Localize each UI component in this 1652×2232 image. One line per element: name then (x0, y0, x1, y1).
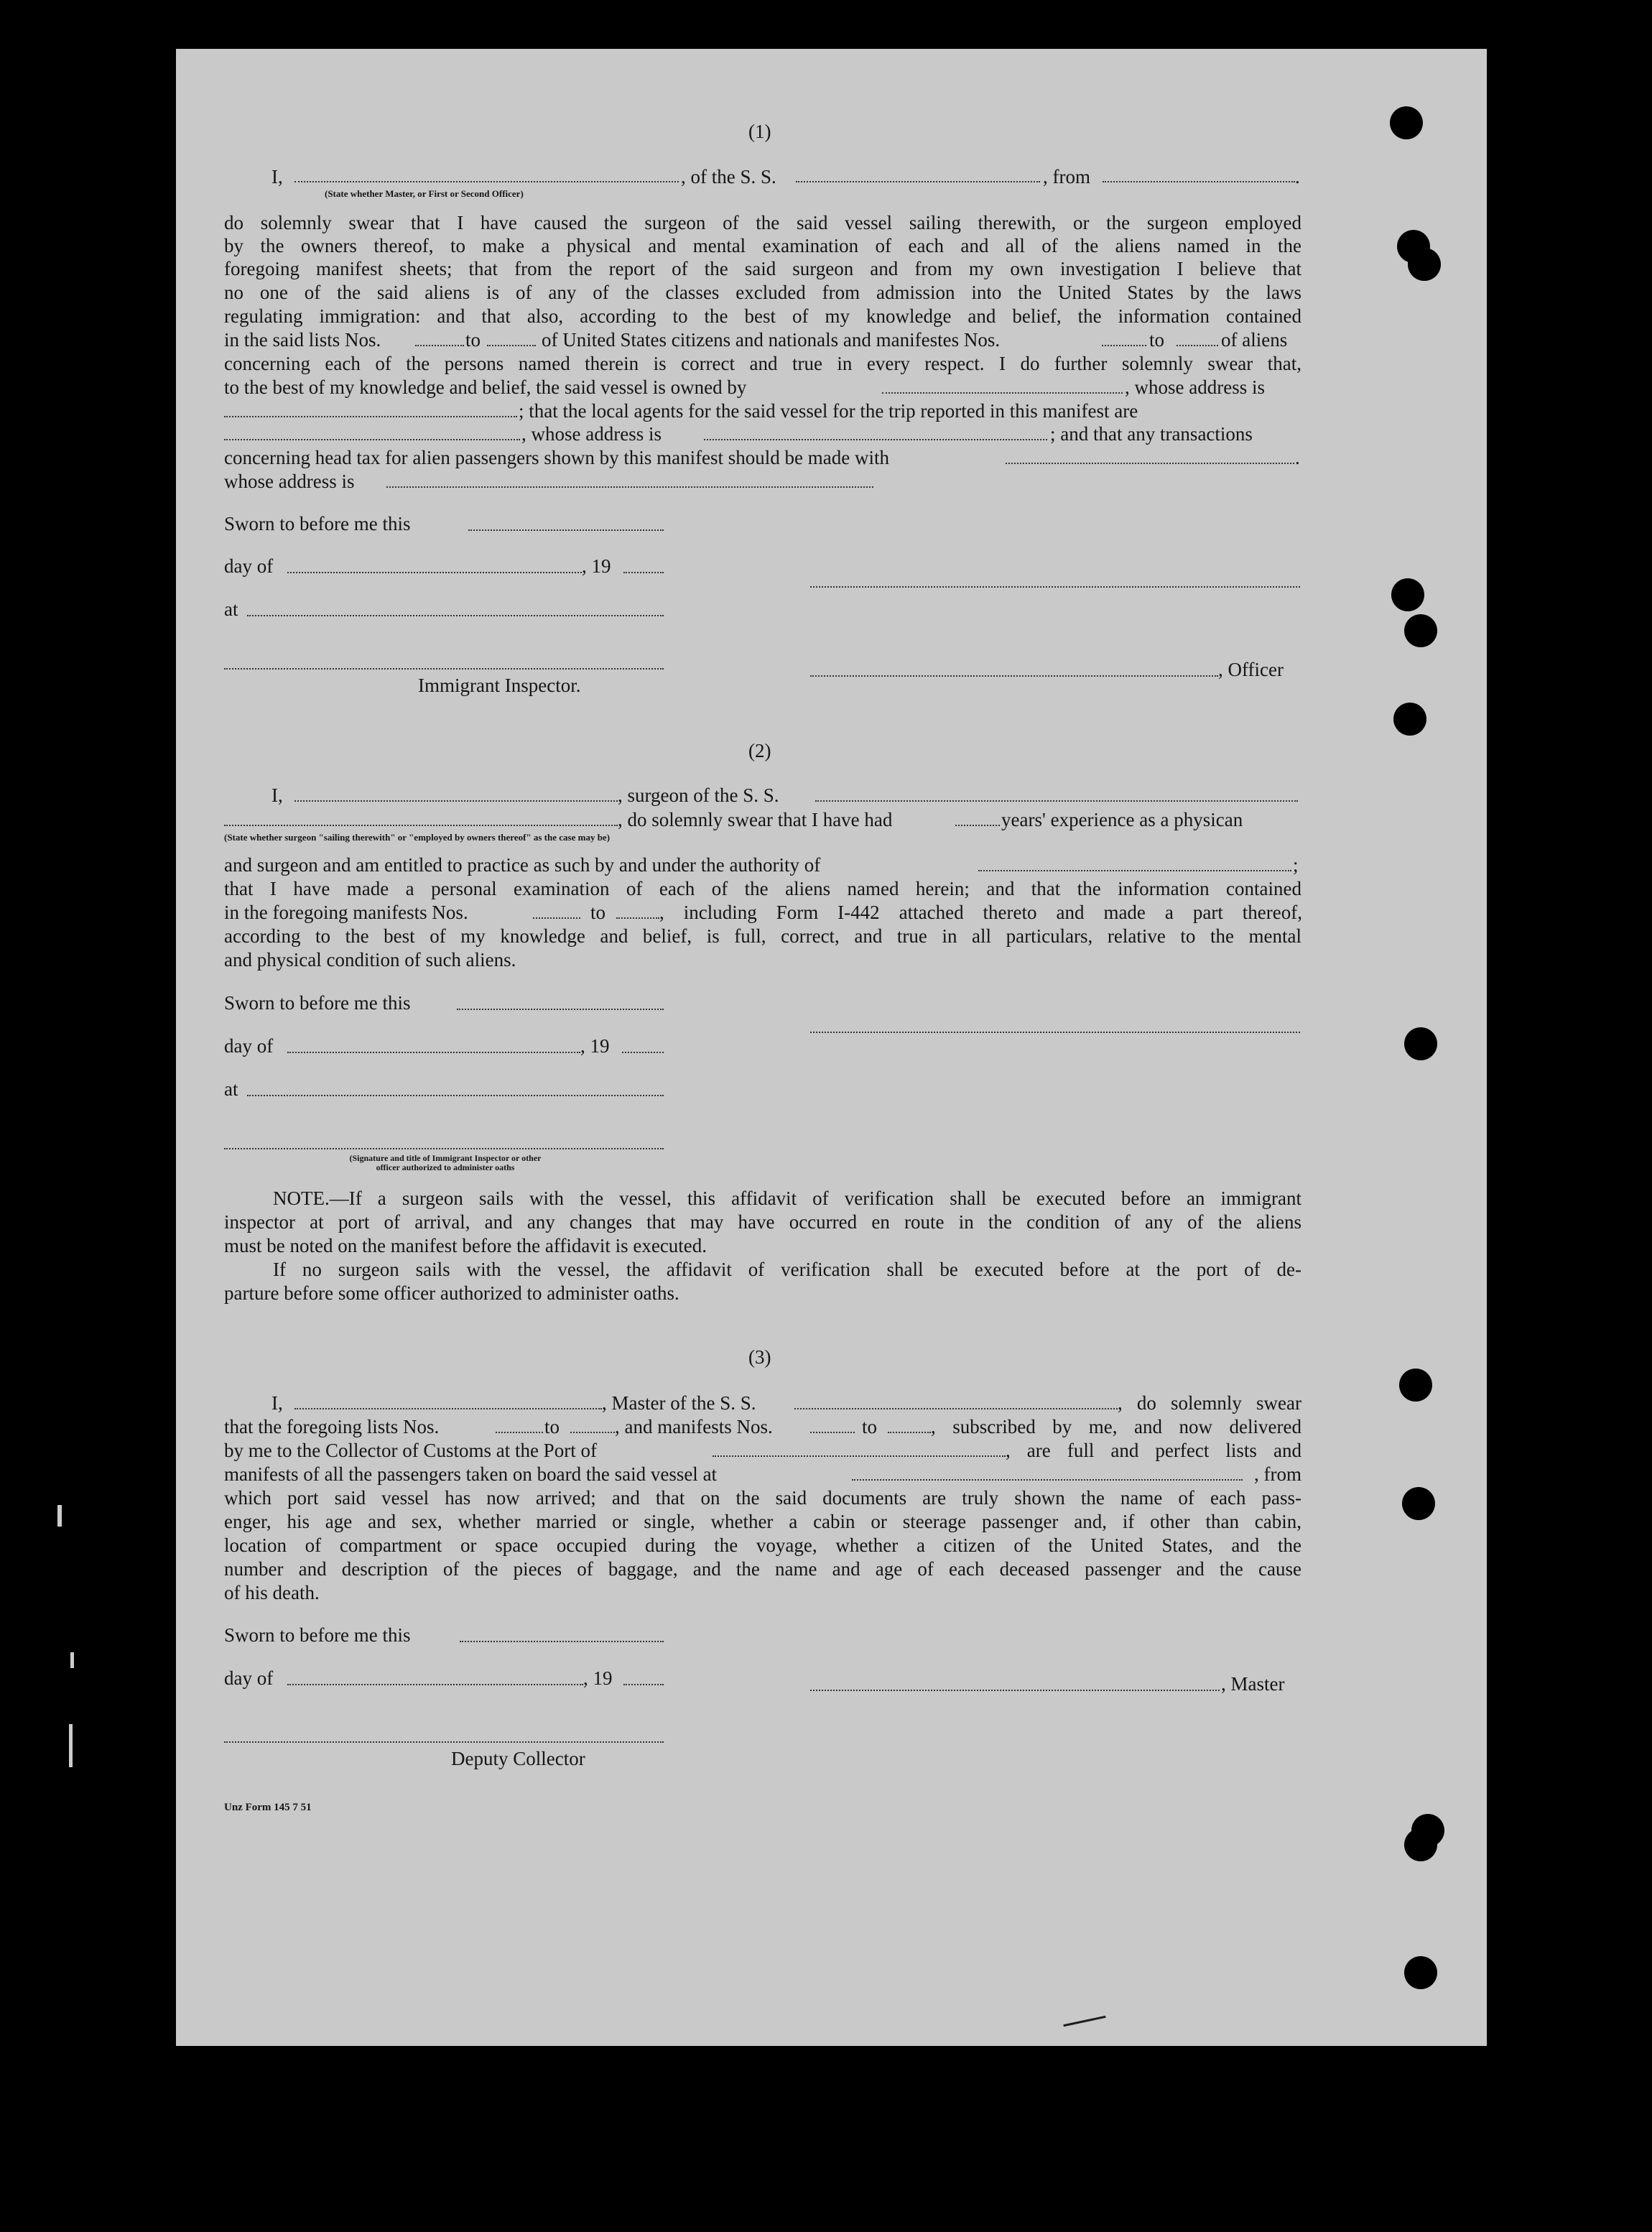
s1-owned-by: to the best of my knowledge and belief, the said vessel is owned by (224, 376, 747, 398)
s2-note-line: NOTE.—If a surgeon sails with the vessel, this affidavit of verification shall be executed before an immigrant (273, 1187, 1301, 1209)
s3-master-sign-field[interactable] (810, 1690, 1220, 1691)
s1-manifests-nos: of United States citizens and nationals and manifestes Nos. (542, 329, 1001, 351)
s2-manifests-to-field[interactable] (616, 917, 659, 919)
s3-taken-on-board: manifests of all the passengers taken on board the said vessel at (224, 1463, 718, 1485)
s3-master-label: , Master (1221, 1673, 1285, 1695)
s3-full-perfect: , are full and perfect lists and (1006, 1440, 1301, 1461)
s2-solemnly-swear: , do solemnly swear that I have had (618, 809, 893, 830)
s3-master-of: , Master of the S. S. (602, 1392, 756, 1414)
s1-line1-period: . (1295, 166, 1300, 187)
s2-year-field[interactable] (622, 1052, 664, 1053)
punch-hole (1404, 1956, 1437, 1989)
s2-note-line: inspector at port of arrival, and any changes that may have occurred en route in the condition of any of the aliens (224, 1211, 1301, 1233)
s3-paragraph-end: of his death. (224, 1582, 320, 1603)
s2-note-line: If no surgeon sails with the vessel, the affidavit of verification shall be executed before at the port of de- (273, 1259, 1301, 1280)
s1-paragraph-line: no one of the said aliens is of any of the classes excluded from admission into the United States by the laws (224, 282, 1301, 303)
punch-hole (1402, 1487, 1435, 1520)
section-3-number: (3) (748, 1346, 771, 1368)
s1-signature-field[interactable] (810, 586, 1300, 588)
s3-port-field[interactable] (713, 1455, 1006, 1457)
s1-paragraph-line: foregoing manifest sheets; that from the report of the said surgeon and from my own investigation I believe that (224, 258, 1301, 279)
s2-sign-note-2: officer authorized to administer oaths (376, 1162, 515, 1172)
s3-day-of-label: day of (224, 1667, 274, 1689)
s1-sworn-day-field[interactable] (468, 529, 664, 531)
punch-hole (1411, 1814, 1444, 1847)
s3-year-field[interactable] (623, 1684, 664, 1685)
s3-lists-from-field[interactable] (496, 1432, 543, 1433)
s1-officer-rank-field[interactable] (294, 181, 679, 182)
s2-paragraph-line: according to the best of my knowledge and belief, is full, correct, and true in all particulars, relative to the mental (224, 925, 1301, 947)
s1-of-aliens: of aliens (1221, 329, 1288, 351)
s3-subscribed: , subscribed by me, and now delivered (931, 1416, 1301, 1437)
s2-note-line: must be noted on the manifest before the affidavit is executed. (224, 1235, 707, 1256)
punch-hole (1393, 703, 1426, 736)
s2-sworn-day-field[interactable] (457, 1009, 664, 1010)
s2-authority: and surgeon and am entitled to practice as such by and under the authority of (224, 854, 821, 876)
s2-surgeon-name-field[interactable] (294, 800, 618, 802)
s3-sworn-day-field[interactable] (460, 1641, 664, 1642)
s1-rank-note: (State whether Master, or First or Second Officer) (325, 188, 524, 199)
s3-departure-port-field[interactable] (852, 1479, 1243, 1481)
s1-officer-label: , Officer (1218, 659, 1284, 680)
s1-agent-address-label: , whose address is (521, 423, 662, 445)
s1-owner-address-field[interactable] (224, 416, 517, 417)
s1-year-label: , 19 (582, 555, 611, 577)
s3-collector-sign-field[interactable] (224, 1741, 664, 1743)
s1-paragraph-line: regulating immigration: and that also, according to the best of my knowledge and belief, the information contained (224, 305, 1301, 327)
s1-day-of-label: day of (224, 555, 274, 577)
s2-signature-field[interactable] (810, 1032, 1300, 1033)
s1-officer-sign-field[interactable] (810, 675, 1218, 677)
s1-paragraph-line: concerning each of the persons named therein is correct and true in every respect. I do further solemnly swear that, (224, 353, 1301, 374)
edge-mark (69, 1724, 73, 1767)
punch-hole (1408, 248, 1441, 281)
s3-month-field[interactable] (287, 1684, 583, 1685)
s2-paragraph-end: and physical condition of such aliens. (224, 949, 516, 971)
s3-paragraph-line: location of compartment or space occupied during the voyage, whether a citizen of the United States, and the (224, 1534, 1301, 1556)
section-2-number: (2) (748, 740, 771, 761)
punch-hole (1404, 1027, 1437, 1060)
s2-paragraph-line: that I have made a personal examination of each of the aliens named herein; and that the information contained (224, 878, 1301, 899)
s1-line1-ss: , of the S. S. (681, 166, 776, 187)
s1-sworn-label: Sworn to before me this (224, 513, 411, 534)
s1-whose-address: , whose address is (1125, 376, 1265, 398)
s3-paragraph-line: which port said vessel has now arrived; and that on the said documents are truly shown the name of each pass- (224, 1487, 1301, 1509)
s3-manifests-nos: , and manifests Nos. (615, 1416, 773, 1437)
s1-head-tax: concerning head tax for alien passengers shown by this manifest should be made with (224, 447, 890, 468)
s1-head-tax-field[interactable] (1006, 463, 1294, 464)
s3-lists-nos: that the foregoing lists Nos. (224, 1416, 440, 1437)
s2-line1-i: I, (272, 784, 283, 806)
s2-years-experience: years' experience as a physican (1001, 809, 1243, 830)
punch-hole (1391, 578, 1424, 611)
s2-manifests-from-field[interactable] (533, 917, 580, 919)
punch-hole (1399, 1369, 1432, 1402)
s1-line1-i: I, (272, 166, 283, 187)
s1-paragraph-line: do solemnly swear that I have caused the surgeon of the said vessel sailing therewith, or the surgeon employed (224, 212, 1301, 233)
s2-note-line: parture before some officer authorized to administer oaths. (224, 1282, 679, 1304)
s2-vessel-field[interactable] (815, 800, 1298, 802)
s1-lists-nos: in the said lists Nos. (224, 329, 381, 351)
s1-month-field[interactable] (287, 572, 582, 573)
s3-manifests-to-field[interactable] (888, 1432, 931, 1433)
s3-sworn-label: Sworn to before me this (224, 1624, 411, 1646)
edge-mark (57, 1505, 62, 1527)
s2-month-field[interactable] (287, 1052, 580, 1053)
s3-paragraph-line: number and description of the pieces of baggage, and the name and age of each deceased passenger and the cause (224, 1558, 1301, 1580)
s2-surgeon-of: , surgeon of the S. S. (618, 784, 779, 806)
s1-vessel-name-field[interactable] (796, 181, 1040, 182)
s3-paragraph-line: enger, his age and sex, whether married or single, whether a cabin or steerage passenger and, if other than cabin, (224, 1511, 1301, 1532)
punch-hole (1390, 106, 1423, 139)
s3-from-label: , from (1254, 1463, 1301, 1485)
s3-to-label: to (544, 1416, 560, 1437)
s3-year-label: , 19 (583, 1667, 613, 1689)
s3-deputy-collector-label: Deputy Collector (451, 1748, 585, 1769)
s1-whose-address-2: whose address is (224, 471, 355, 492)
s1-agent-address-field[interactable] (704, 439, 1047, 440)
form-id: Unz Form 145 7 51 (224, 1802, 312, 1813)
punch-hole (1404, 614, 1437, 647)
s1-lists-from-field[interactable] (415, 345, 464, 346)
s2-sworn-label: Sworn to before me this (224, 992, 411, 1014)
s2-manifests-nos: in the foregoing manifests Nos. (224, 902, 468, 923)
s1-at-label: at (224, 598, 238, 620)
s1-from-port-field[interactable] (1103, 181, 1295, 182)
s1-local-agents: ; that the local agents for the said vessel for the trip reported in this manifest are (519, 400, 1138, 422)
s2-years-field[interactable] (955, 825, 1000, 826)
s1-paragraph-line: by the owners thereof, to make a physical and mental examination of each and all of the aliens named in the (224, 235, 1301, 256)
s2-to-label: to (590, 902, 606, 923)
s1-transactions: ; and that any transactions (1050, 423, 1253, 445)
s1-owner-field[interactable] (882, 392, 1123, 394)
s1-inspector-label: Immigrant Inspector. (418, 675, 581, 696)
s2-inspector-sign-field[interactable] (224, 1148, 664, 1149)
s1-lists-to-field[interactable] (487, 345, 536, 346)
s1-head-tax-address-field[interactable] (386, 486, 873, 488)
s1-to-label: to (465, 329, 481, 351)
s1-inspector-sign-field[interactable] (224, 668, 664, 670)
s1-period: . (1295, 447, 1300, 468)
s2-surgeon-type-field[interactable] (224, 825, 618, 826)
s1-at-field[interactable] (247, 615, 664, 616)
s1-line1-from: , from (1043, 166, 1090, 187)
s2-sign-note-1: (Signature and title of Immigrant Inspector or other (349, 1153, 542, 1163)
s3-manifests-from-field[interactable] (810, 1432, 855, 1433)
s3-solemnly-swear: , do solemnly swear (1118, 1392, 1301, 1414)
edge-mark (70, 1652, 74, 1668)
s3-line1-i: I, (272, 1392, 283, 1414)
s3-port-label: by me to the Collector of Customs at the Port of (224, 1440, 597, 1461)
s2-authority-field[interactable] (978, 870, 1291, 871)
s2-at-field[interactable] (247, 1095, 664, 1096)
s3-to-label: to (862, 1416, 878, 1437)
s2-semicolon: ; (1293, 854, 1299, 876)
s3-lists-to-field[interactable] (570, 1432, 615, 1433)
s1-manifests-to-field[interactable] (1177, 345, 1218, 346)
s1-to-label: to (1149, 329, 1165, 351)
s2-year-label: , 19 (580, 1035, 610, 1057)
s3-master-name-field[interactable] (294, 1408, 602, 1409)
s1-manifests-from-field[interactable] (1102, 345, 1146, 346)
s2-surgeon-note: (State whether surgeon "sailing therewith" or "employed by owners thereof" as the case may be) (224, 832, 611, 843)
section-1-number: (1) (748, 121, 771, 142)
s3-vessel-field[interactable] (794, 1408, 1118, 1409)
s2-at-label: at (224, 1078, 238, 1100)
s2-day-of-label: day of (224, 1035, 274, 1057)
s1-year-field[interactable] (623, 572, 664, 573)
s1-agents-field[interactable] (224, 439, 520, 440)
s2-including-form: , including Form I-442 attached thereto and made a part thereof, (659, 902, 1302, 923)
